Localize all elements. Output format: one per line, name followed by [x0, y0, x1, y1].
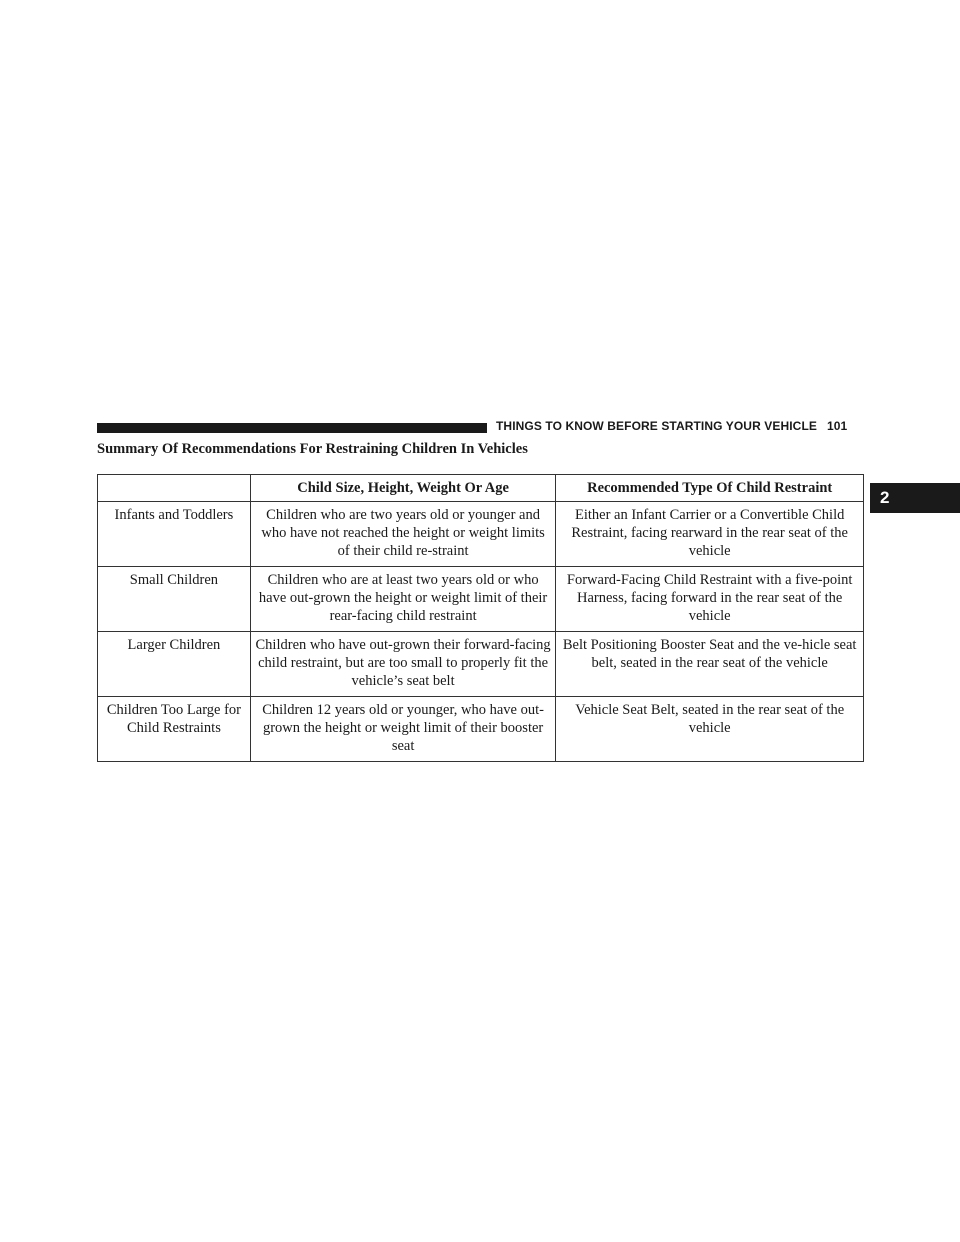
table-row	[98, 567, 864, 632]
row-restraint: Forward-Facing Child Restraint with a five-point Harness, facing forward in the rear seat of the vehicle	[556, 567, 864, 632]
table-row	[98, 502, 864, 567]
table-row	[98, 632, 864, 697]
row-category: Infants and Toddlers	[98, 502, 251, 567]
recommendations-table	[97, 474, 864, 762]
table-row	[98, 697, 864, 762]
row-category: Small Children	[98, 567, 251, 632]
row-description: Children 12 years old or younger, who have out-grown the height or weight limit of their booster seat	[250, 697, 556, 762]
table-header-row	[98, 475, 864, 502]
column-header-category	[98, 475, 251, 502]
chapter-tab: 2	[870, 483, 960, 513]
row-category: Children Too Large for Child Restraints	[98, 697, 251, 762]
page-number: 101	[826, 419, 848, 433]
row-category: Larger Children	[98, 632, 251, 697]
row-restraint: Belt Positioning Booster Seat and the ve-hicle seat belt, seated in the rear seat of the vehicle	[556, 632, 864, 697]
running-title: THINGS TO KNOW BEFORE STARTING YOUR VEHICLE	[496, 419, 817, 433]
column-header-size: Child Size, Height, Weight Or Age	[250, 475, 556, 502]
row-description: Children who have out-grown their forward-facing child restraint, but are too small to properly fit the vehicle’s seat belt	[250, 632, 556, 697]
row-description: Children who are two years old or younger and who have not reached the height or weight limits of their child re-straint	[250, 502, 556, 567]
row-restraint: Either an Infant Carrier or a Convertible Child Restraint, facing rearward in the rear seat of the vehicle	[556, 502, 864, 567]
header-rule-bar	[97, 423, 487, 433]
column-header-restraint: Recommended Type Of Child Restraint	[556, 475, 864, 502]
section-title: Summary Of Recommendations For Restraining Children In Vehicles	[97, 441, 528, 457]
row-restraint: Vehicle Seat Belt, seated in the rear seat of the vehicle	[556, 697, 864, 762]
row-description: Children who are at least two years old or who have out-grown the height or weight limit of their rear-facing child restraint	[250, 567, 556, 632]
running-header	[496, 419, 847, 433]
